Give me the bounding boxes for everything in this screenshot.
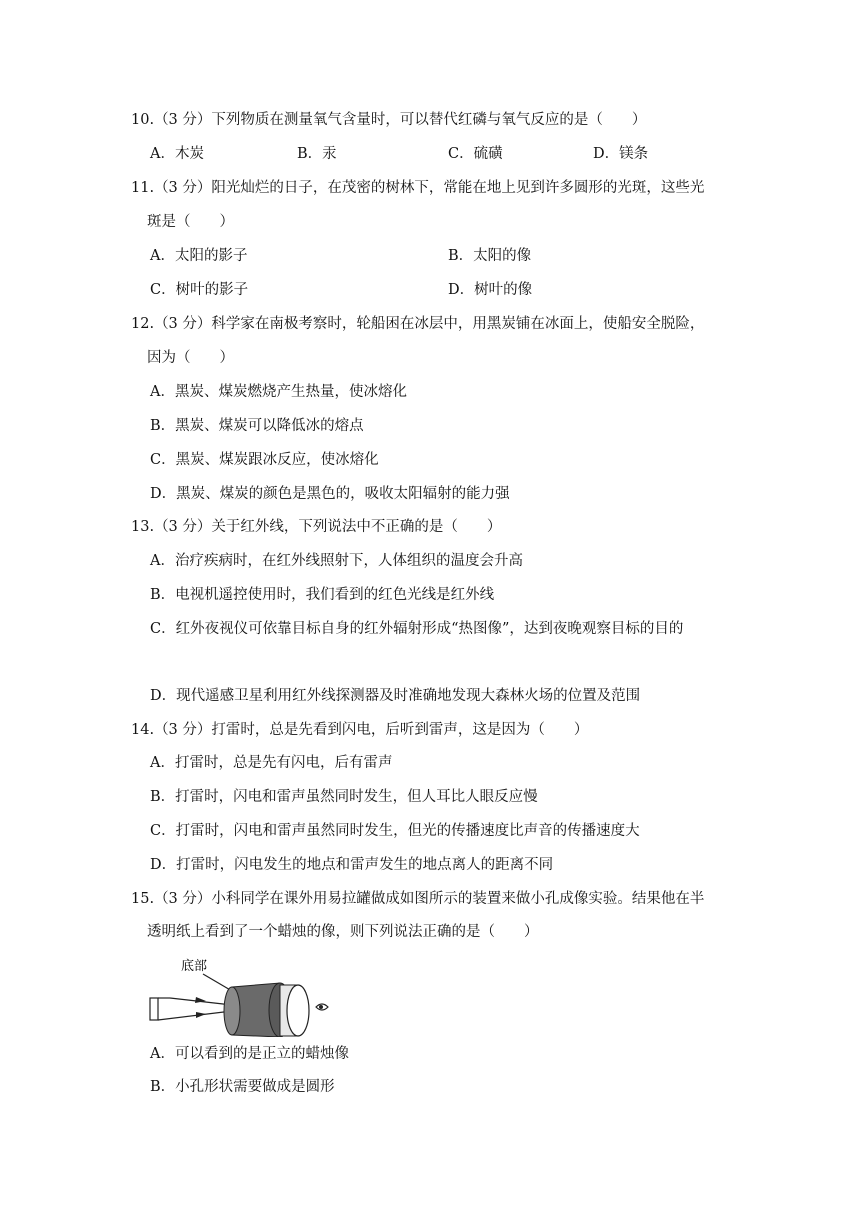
option-text: 红外夜视仪可依靠目标自身的红外辐射形成“热图像”，达到夜晚观察目标的目的 <box>175 621 684 637</box>
question-12-option-d <box>150 484 510 504</box>
option-text: 黑炭、煤炭可以降低冰的熔点 <box>175 418 364 434</box>
option-text: 打雷时，闪电和雷声虽然同时发生，但光的传播速度比声音的传播速度大 <box>175 823 640 839</box>
question-12-stem <box>131 314 704 334</box>
question-stem-line: 阳光灿烂的日子，在茂密的树林下，常能在地上见到许多圆形的光斑，这些光 <box>211 180 705 196</box>
label-pointer-line <box>203 974 232 991</box>
option-letter: B． <box>150 418 176 434</box>
pinhole-camera-figure <box>148 955 338 1037</box>
question-number: 13. <box>131 519 155 535</box>
option-letter: A． <box>150 146 175 162</box>
pinhole-camera-diagram <box>148 955 338 1037</box>
question-10-option-a <box>150 144 204 164</box>
question-15-stem-cont: 透明纸上看到了一个蜡烛的像，则下列说法正确的是（ ） <box>147 924 539 940</box>
option-letter: B． <box>448 248 474 264</box>
question-score: （3 分） <box>154 722 212 738</box>
option-text: 硫磺 <box>473 146 503 162</box>
question-11-stem-cont: 斑是（ ） <box>147 214 234 230</box>
question-number: 11. <box>131 180 155 196</box>
question-10-option-b <box>297 144 337 164</box>
ray-arrow-bottom <box>196 1012 206 1018</box>
question-number: 15. <box>131 891 155 907</box>
option-letter: A． <box>150 1046 175 1062</box>
question-14-option-b <box>150 787 538 807</box>
option-letter: D． <box>150 857 177 873</box>
translucent-paper-screen <box>287 985 309 1036</box>
eye-pupil <box>319 1005 323 1009</box>
question-14-option-c <box>150 821 640 841</box>
option-text: 治疗疾病时，在红外线照射下，人体组织的温度会升高 <box>174 553 523 569</box>
option-letter: C． <box>150 452 176 468</box>
option-text: 树叶的影子 <box>175 282 249 298</box>
option-text: 汞 <box>322 146 337 162</box>
option-letter: D． <box>593 146 620 162</box>
question-12-option-a <box>150 382 407 402</box>
option-letter: C． <box>150 282 176 298</box>
question-13-option-c <box>150 619 683 639</box>
question-stem-line: 科学家在南极考察时，轮船困在冰层中，用黑炭铺在冰面上，使船安全脱险， <box>211 316 705 332</box>
option-letter: B． <box>297 146 323 162</box>
question-stem-line: 打雷时，总是先看到闪电，后听到雷声，这是因为（ ） <box>211 722 589 738</box>
option-text: 打雷时，总是先有闪电，后有雷声 <box>174 755 393 771</box>
question-score: （3 分） <box>154 316 212 332</box>
option-letter: C． <box>150 621 176 637</box>
question-14-stem <box>131 720 588 740</box>
option-letter: A． <box>150 248 175 264</box>
option-text: 太阳的影子 <box>174 248 248 264</box>
question-12-stem-cont: 因为（ ） <box>147 350 234 366</box>
question-15-option-b <box>150 1077 335 1097</box>
question-12-option-b <box>150 416 364 436</box>
question-11-option-a <box>150 246 247 266</box>
option-letter: B． <box>150 789 176 805</box>
figure-label-bottom: 底部 <box>181 959 208 974</box>
question-11-option-b <box>448 246 531 266</box>
option-text: 电视机遥控使用时，我们看到的红色光线是红外线 <box>175 587 495 603</box>
option-text: 黑炭、煤炭燃烧产生热量，使冰熔化 <box>174 384 407 400</box>
option-text: 现代遥感卫星利用红外线探测器及时准确地发现大森林火场的位置及范围 <box>176 688 641 704</box>
question-13-option-d <box>150 686 640 706</box>
option-text: 树叶的像 <box>474 282 533 298</box>
question-11-option-d <box>448 280 532 300</box>
question-score: （3 分） <box>154 891 212 907</box>
question-score: （3 分） <box>154 112 212 128</box>
question-14-option-d <box>150 855 553 875</box>
option-text: 黑炭、煤炭的颜色是黑色的，吸收太阳辐射的能力强 <box>176 486 510 502</box>
question-number: 10. <box>131 112 155 128</box>
option-letter: B． <box>150 587 176 603</box>
question-10-stem <box>131 110 646 130</box>
option-letter: A． <box>150 755 175 771</box>
option-text: 镁条 <box>619 146 649 162</box>
option-text: 木炭 <box>174 146 204 162</box>
option-letter: A． <box>150 384 175 400</box>
question-stem-line: 关于红外线，下列说法中不正确的是（ ） <box>211 519 502 535</box>
question-stem-line: 下列物质在测量氧气含量时，可以替代红磷与氧气反应的是（ ） <box>211 112 647 128</box>
question-score: （3 分） <box>154 180 212 196</box>
option-letter: B． <box>150 1079 176 1095</box>
question-score: （3 分） <box>154 519 212 535</box>
question-13-option-a <box>150 551 523 571</box>
question-13-option-b <box>150 585 494 605</box>
question-14-option-a <box>150 753 392 773</box>
option-text: 太阳的像 <box>473 248 532 264</box>
question-12-option-c <box>150 450 379 470</box>
option-letter: D． <box>150 688 177 704</box>
option-text: 黑炭、煤炭跟冰反应，使冰熔化 <box>175 452 379 468</box>
option-letter: C． <box>448 146 474 162</box>
question-10-option-c <box>448 144 503 164</box>
question-15-option-a <box>150 1044 349 1064</box>
question-10-option-d <box>593 144 648 164</box>
question-11-option-c <box>150 280 248 300</box>
question-13-stem <box>131 517 501 537</box>
option-text: 小孔形状需要做成是圆形 <box>175 1079 335 1095</box>
option-text: 打雷时，闪电发生的地点和雷声发生的地点离人的距离不同 <box>176 857 554 873</box>
light-ray-bottom <box>158 1011 232 1020</box>
option-letter: C． <box>150 823 176 839</box>
question-stem-line: 小科同学在课外用易拉罐做成如图所示的装置来做小孔成像实验。结果他在半 <box>211 891 705 907</box>
question-number: 12. <box>131 316 155 332</box>
question-11-stem <box>131 178 704 198</box>
can-bottom <box>224 987 240 1035</box>
question-15-stem <box>131 889 704 909</box>
option-letter: A． <box>150 553 175 569</box>
option-text: 可以看到的是正立的蜡烛像 <box>174 1046 349 1062</box>
candle-shape <box>150 998 158 1020</box>
option-letter: D． <box>448 282 475 298</box>
question-number: 14. <box>131 722 155 738</box>
option-text: 打雷时，闪电和雷声虽然同时发生，但人耳比人眼反应慢 <box>175 789 538 805</box>
option-letter: D． <box>150 486 177 502</box>
